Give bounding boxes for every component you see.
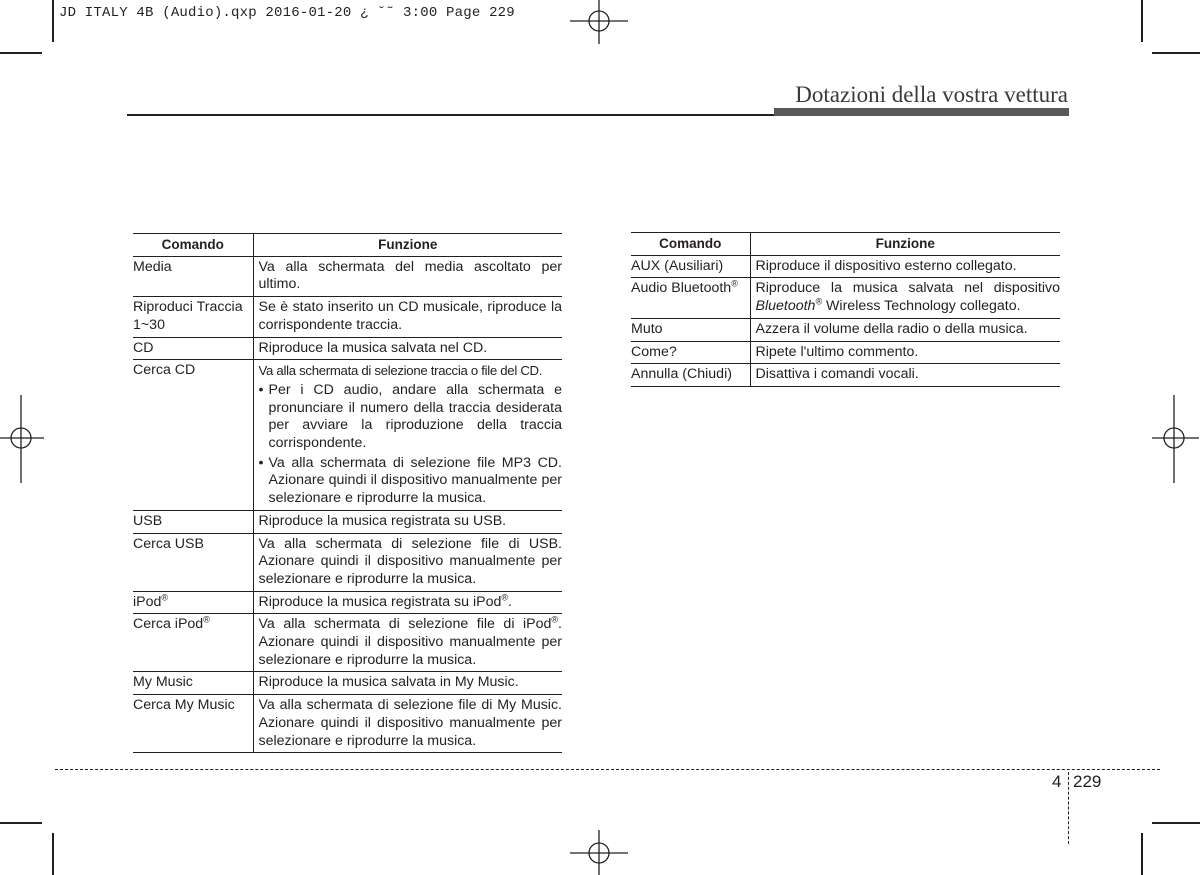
table-header-row: [133, 234, 562, 257]
command-cell: Cerca CD: [133, 360, 253, 511]
command-cell: Come?: [631, 341, 750, 364]
page-number: 229: [1073, 772, 1102, 791]
table-row: [133, 256, 562, 296]
function-cell: Va alla schermata di selezione file di My Music. Azionare quindi il dispositivo manualmente per selezionare e riprodurre la musica.: [253, 695, 562, 753]
function-cell: [253, 614, 562, 672]
crop-mark: [1152, 52, 1200, 54]
table-header-row: [631, 233, 1060, 256]
chapter-number: 4: [1052, 772, 1062, 791]
function-text-italic: Bluetooth: [755, 298, 816, 315]
table-row: [133, 695, 562, 753]
list-item: [259, 455, 563, 508]
command-cell: [631, 278, 750, 318]
registered-mark: ®: [501, 591, 509, 602]
table-row: [133, 360, 562, 511]
bullet-mark: •: [258, 454, 264, 471]
table-row: [133, 337, 562, 360]
command-cell: Riproduci Traccia 1~30: [133, 297, 253, 337]
function-cell: [750, 278, 1060, 318]
command-text: Cerca iPod: [133, 616, 204, 633]
table-row: [133, 510, 562, 533]
registered-mark: ®: [815, 296, 823, 307]
table-row: [133, 297, 562, 337]
crop-mark: [1141, 833, 1143, 875]
registered-mark: ®: [203, 614, 210, 625]
function-cell: Riproduce la musica registrata su USB.: [253, 510, 562, 533]
crop-mark: [1141, 0, 1143, 42]
registration-mark-bottom: [570, 830, 630, 875]
column-header-command: Comando: [133, 234, 253, 257]
function-cell: Riproduce il dispositivo esterno collegato.: [750, 255, 1060, 278]
registration-mark-right: [1152, 395, 1200, 485]
table-row: [133, 533, 562, 591]
function-cell: Riproduce la musica salvata in My Music.: [253, 672, 562, 695]
function-cell: Va alla schermata di selezione file di USB. Azionare quindi il dispositivo manualmente per selezionare e riprodurre la musica.: [253, 533, 562, 591]
function-text-tail: Wireless Technology collegato.: [822, 298, 1021, 315]
voice-command-table-left: [133, 233, 562, 753]
command-cell: [133, 591, 253, 614]
function-text: Va alla schermata di selezione file di iPod: [258, 616, 552, 633]
command-cell: [133, 614, 253, 672]
command-cell: Media: [133, 256, 253, 296]
column-header-function: Funzione: [750, 233, 1060, 256]
command-cell: My Music: [133, 672, 253, 695]
table-row: [133, 614, 562, 672]
command-cell: AUX (Ausiliari): [631, 255, 750, 278]
function-text: Riproduce la musica registrata su iPod: [258, 593, 502, 610]
table-row: [631, 364, 1060, 387]
footer-dashed-rule: [55, 769, 1160, 770]
function-text: Riproduce la musica salvata nel dispositivo: [755, 280, 1060, 297]
command-cell: CD: [133, 337, 253, 360]
bullet-text: Per i CD audio, andare alla schermata e pronunciare il numero della traccia desiderata per avviare la riproduzione della traccia corrispondente.: [268, 381, 562, 452]
function-text-tail: . Azionare quindi il dispositivo manualmente per selezionare e riprodurre la musica.: [258, 616, 562, 668]
command-cell: Annulla (Chiudi): [631, 364, 750, 387]
function-text: Va alla schermata di selezione traccia o file del CD.: [258, 363, 543, 379]
crop-mark: [52, 833, 54, 875]
table-row: [133, 672, 562, 695]
function-cell: [253, 591, 562, 614]
table-row: [133, 591, 562, 614]
crop-mark: [0, 52, 42, 54]
command-cell: Cerca My Music: [133, 695, 253, 753]
registered-mark: ®: [551, 614, 559, 625]
footer-dashed-divider: [1068, 772, 1069, 844]
function-text-tail: .: [508, 593, 512, 610]
command-cell: Muto: [631, 318, 750, 341]
voice-command-table-right: [631, 232, 1060, 387]
table-row: [631, 341, 1060, 364]
command-cell: USB: [133, 510, 253, 533]
column-header-command: Comando: [631, 233, 750, 256]
function-cell: Riproduce la musica salvata nel CD.: [253, 337, 562, 360]
crop-mark: [1152, 822, 1200, 824]
crop-mark: [0, 822, 42, 824]
function-cell: Azzera il volume della radio o della musica.: [750, 318, 1060, 341]
bullet-mark: •: [258, 381, 264, 398]
bullet-text: Va alla schermata di selezione file MP3 CD. Azionare quindi il dispositivo manualmente per selezionare e riprodurre la musica.: [268, 454, 562, 507]
function-cell: Disattiva i comandi vocali.: [750, 364, 1060, 387]
registered-mark: ®: [161, 591, 169, 602]
column-header-function: Funzione: [253, 234, 562, 257]
function-cell: Va alla schermata del media ascoltato per ultimo.: [253, 256, 562, 296]
section-title: Dotazioni della vostra vettura: [795, 82, 1068, 107]
table-row: [631, 278, 1060, 318]
header-rule-thin: [127, 114, 774, 116]
list-item: [259, 382, 563, 453]
header-rule-thick: [774, 108, 1069, 116]
command-text: iPod: [133, 593, 162, 610]
registration-mark-top: [570, 0, 630, 45]
print-slug: JD ITALY 4B (Audio).qxp 2016-01-20 ¿ ˘˜ 3:00 Page 229: [59, 5, 515, 21]
registration-mark-left: [0, 395, 45, 485]
function-cell: [253, 360, 562, 511]
function-cell: Se è stato inserito un CD musicale, riproduce la corrispondente traccia.: [253, 297, 562, 337]
table-row: [631, 318, 1060, 341]
command-cell: Cerca USB: [133, 533, 253, 591]
function-cell: Ripete l'ultimo commento.: [750, 341, 1060, 364]
crop-mark: [52, 0, 54, 42]
command-text: Audio Bluetooth: [631, 280, 732, 297]
registered-mark: ®: [731, 278, 738, 289]
table-row: [631, 255, 1060, 278]
